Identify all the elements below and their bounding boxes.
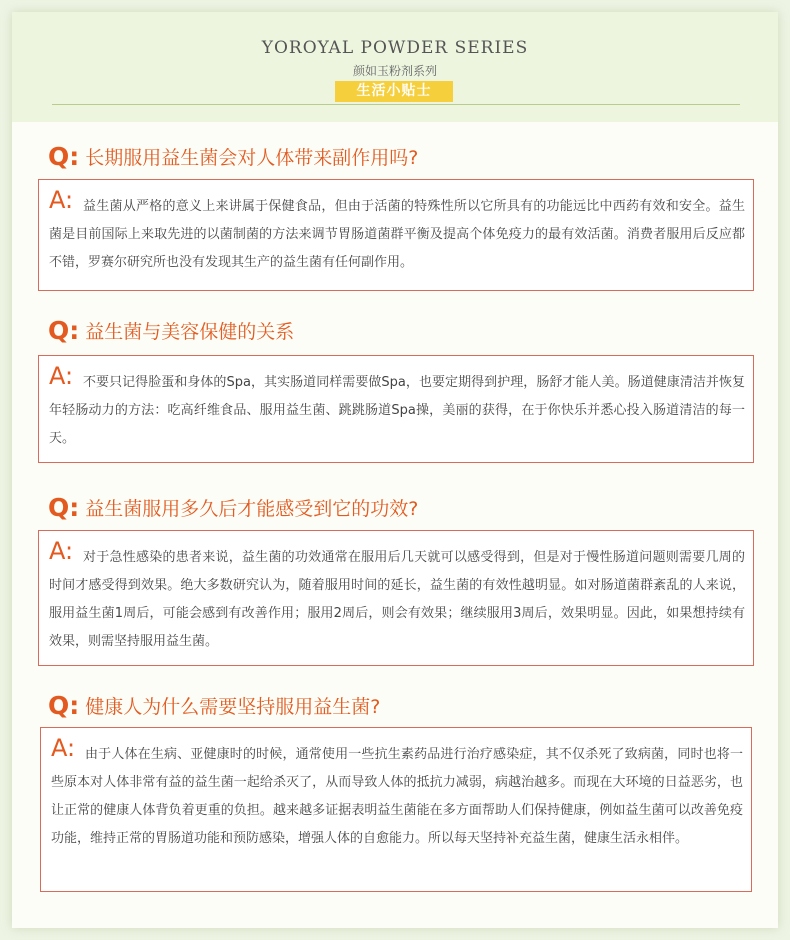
question-mark-q: Q: [48,141,80,171]
question-2 [48,314,294,346]
answer-box-1 [38,179,754,291]
tips-badge: 生活小贴士 [335,81,453,102]
question-mark-q: Q: [48,492,80,522]
question-text: 益生菌服用多久后才能感受到它的功效? [85,497,419,520]
answer-text: 由于人体在生病、亚健康时的时候，通常使用一些抗生素药品进行治疗感染症，其不仅杀死了致病菌，同时也将一些原本对人体非常有益的益生菌一起给杀灭了，从而导致人体的抵抗力减弱，病越治越多。而现在大环境的日益恶劣，也让正常的健康人体背负着更重的负担。越来越多证据表明益生菌能在多方面帮助人们保持健康，例如益生菌可以改善免疫功能，维持正常的胃肠道功能和预防感染，增强人体的自愈能力。所以每天坚持补充益生菌，健康生活永相伴。 [51,747,743,846]
question-text: 健康人为什么需要坚持服用益生菌? [85,695,381,718]
answer-text: 益生菌从严格的意义上来讲属于保健食品，但由于活菌的特殊性所以它所具有的功能远比中西药有效和安全。益生菌是目前国际上来取先进的以菌制菌的方法来调节胃肠道菌群平衡及提高个体免疫力的最有效活菌。消费者服用后反应都不错，罗赛尔研究所也没有发现其生产的益生菌有任何副作用。 [49,199,745,270]
series-title-en: YOROYAL POWDER SERIES [261,38,529,58]
header [12,12,778,122]
answer-mark-a: A: [49,186,74,214]
question-text: 益生菌与美容保健的关系 [85,320,295,343]
answer-mark-a: A: [51,734,76,762]
answer-mark-a: A: [49,537,74,565]
series-title-cn: 颜如玉粉剂系列 [352,64,437,78]
question-mark-q: Q: [48,690,80,720]
answer-text: 对于急性感染的患者来说，益生菌的功效通常在服用后几天就可以感受得到，但是对于慢性肠道问题则需要几周的时间才感受得到效果。绝大多数研究认为，随着服用时间的延长，益生菌的有效性越明显。如对肠道菌群紊乱的人来说，服用益生菌1周后，可能会感到有改善作用；服用2周后，则会有效果；继续服用3周后，效果明显。因此，如果想持续有效果，则需坚持服用益生菌。 [49,550,745,649]
question-text: 长期服用益生菌会对人体带来副作用吗? [85,146,419,169]
answer-mark-a: A: [49,362,74,390]
question-3 [48,491,418,523]
answer-box-4 [40,727,752,892]
answer-box-2 [38,355,754,463]
question-mark-q: Q: [48,315,80,345]
header-divider [52,104,740,105]
answer-text: 不要只记得脸蛋和身体的Spa，其实肠道同样需要做Spa，也要定期得到护理，肠舒才能人美。肠道健康清洁并恢复年轻肠动力的方法：吃高纤维食品、服用益生菌、跳跳肠道Spa操，美丽的获得，在于你快乐并悉心投入肠道清洁的每一天。 [49,375,745,446]
question-1 [48,140,418,172]
answer-box-3 [38,530,754,666]
question-4 [48,689,380,721]
content-card [12,12,778,928]
